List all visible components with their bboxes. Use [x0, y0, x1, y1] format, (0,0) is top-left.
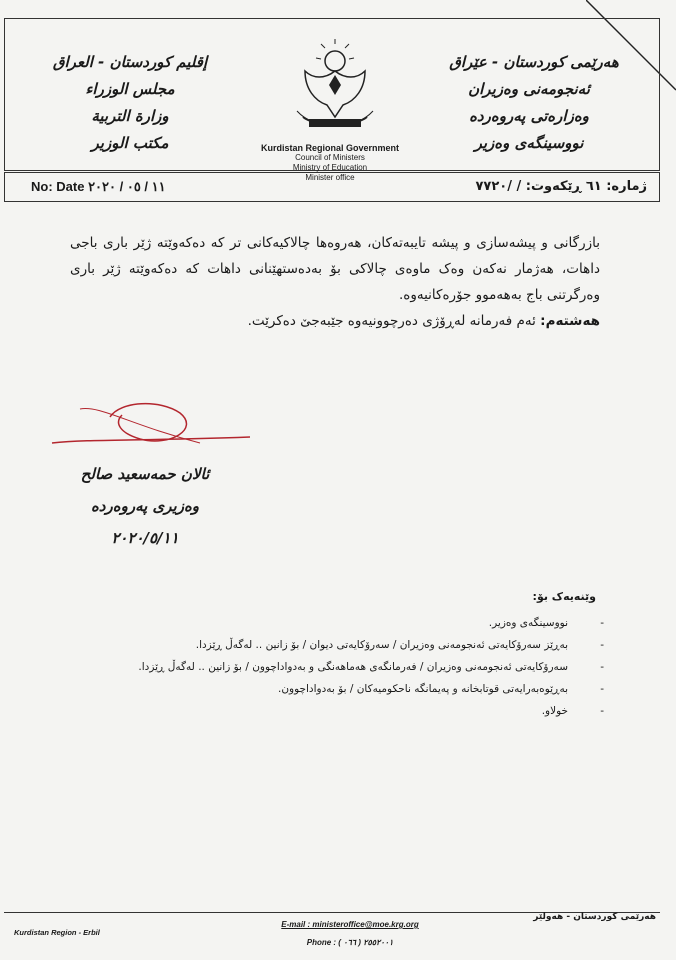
list-item: - سەرۆکایەتی ئەنجومەنی وەزیران / فەرمانگەی هەماهەنگی و بەدواداچوون / بۆ زانین .. لەگەڵ ڕێزدا.: [84, 656, 604, 678]
kurdish-line-region: هەرێمی کوردستان - عێراق: [449, 53, 619, 71]
kurdistan-eagle-emblem-icon: [275, 39, 395, 139]
postscript-text: ئەم فەرمانە لەڕۆژی دەرچوونیەوە جێبەجێ دەکرێت.: [247, 313, 541, 329]
list-item: - بەڕێز سەرۆکایەتی ئەنجومەنی وەزیران / سەرۆکایەتی دیوان / بۆ زانین .. لەگەڵ ڕێزدا.: [84, 634, 604, 656]
english-line-office: Minister office: [305, 173, 355, 182]
body-paragraph: بازرگانی و پیشەسازی و پیشە تایبەتەکان، هەروەها چالاکیەکانی تر کە دەکەوێتە ژێر باری باجی داهات، هەژمار نەکەن وەک ماوەی چالاکی بۆ بەدەستهێنانی داهات کە دەکەوێتە ژێر باری وەرگرتنی باج بەهەموو جۆرەکانیەوە.: [70, 235, 600, 303]
list-item: - بەڕێوەبەرایەتی قوتابخانە و پەیمانگە ناحکومیەکان / بۆ بەدواداچوون.: [84, 678, 604, 700]
kurdish-line-office: نووسینگەی وەزیر: [474, 134, 584, 152]
letter-body: [70, 230, 600, 334]
signatory-name: ئالان حمەسعید صالح: [80, 465, 210, 483]
signature-block: [60, 458, 230, 554]
document-date: No: Date ١١ / ٠٥ / ٢٠٢٠: [31, 179, 166, 194]
body-postscript: [70, 308, 600, 334]
handwritten-signature: [50, 395, 250, 455]
letterhead: [4, 18, 660, 182]
english-line-ministry: Ministry of Education: [292, 163, 368, 172]
kurdish-line-council: ئەنجومەنی وەزیران: [468, 80, 590, 98]
reference-bar: [4, 172, 660, 202]
signature-date: ٢٠٢٠/٥/١١: [111, 529, 179, 547]
footer-contact: [260, 916, 440, 952]
cc-title: وێنەیەک بۆ:: [532, 590, 596, 603]
letterhead-arabic: [35, 49, 225, 157]
arabic-line-ministry: وزارة التربية: [91, 107, 169, 125]
postscript-label: هەشتەم:: [540, 313, 600, 329]
krg-title: Kurdistan Regional Government: [260, 143, 400, 153]
footer-phone: Phone : ( ٠٦٦ ) ٢٥٥٢٠٠١: [306, 938, 394, 947]
english-line-council: Council of Ministers: [295, 153, 365, 162]
cc-list: [84, 612, 604, 722]
signatory-title: وەزیری پەروەردە: [90, 497, 200, 515]
arabic-line-region: إقليم كوردستان - العراق: [52, 53, 208, 71]
footer-email: E-mail : ministeroffice@moe.krg.org: [281, 920, 419, 929]
arabic-line-council: مجلس الوزراء: [85, 80, 175, 98]
document-number: ژمارە: ٦١ ڕێکەوت: / /٧٧٢٠: [475, 179, 647, 194]
kurdish-line-ministry: وەزارەتی پەروەردە: [469, 107, 589, 125]
arabic-line-office: مكتب الوزير: [91, 134, 169, 152]
list-item: - نووسینگەی وەزیر.: [84, 612, 604, 634]
footer-location: Kurdistan Region - Erbil: [14, 928, 100, 937]
list-item: - خولاو.: [84, 700, 604, 722]
letterhead-kurdish: [429, 49, 629, 157]
footer-location-kurdish: هەرێمی کوردستان - هەولێر: [533, 912, 656, 922]
